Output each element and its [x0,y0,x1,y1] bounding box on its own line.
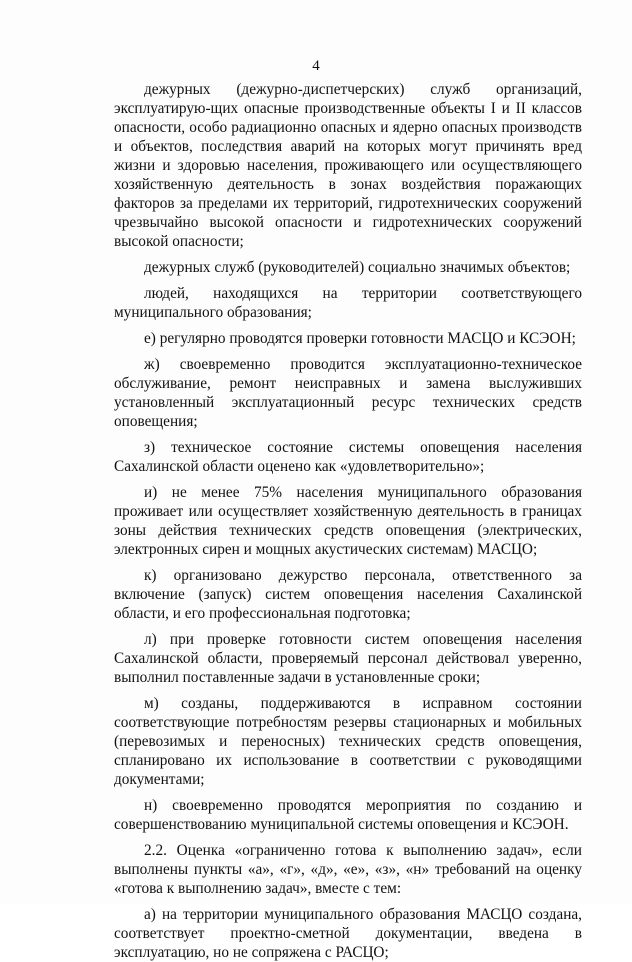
paragraph-item-k: к) организовано дежурство персонала, ответственного за включение (запуск) систем оповещения населения Сахалинской области, и его профессиональная подготовка; [114,567,582,622]
paragraph-item-zh: ж) своевременно проводится эксплуатационно-техническое обслуживание, ремонт неисправных и замена выслуживших установленный эксплуатационный ресурс технических средств оповещения; [114,356,582,430]
paragraph-people-territory: людей, находящихся на территории соответствующего муниципального образования; [114,285,582,321]
paragraph-dispatch-services: дежурных (дежурно-диспетчерских) служб организаций, эксплуатирую-щих опасные производственные объекты I и II классов опасности, особо радиационно опасных и ядерно опасных производств и объектов, последствия аварий на которых могут причинять вред жизни и здоровью населения, проживающего или осуществляющего хозяйственную деятельность в зонах воздействия поражающих факторов за пределами их территорий, гидротехнических сооружений чрезвычайно высокой опасности и гидротехнических сооружений высокой опасности; [114,81,582,250]
document-body [114,80,582,962]
paragraph-item-a: а) на территории муниципального образования МАСЦО создана, соответствует проектно-сметной документации, введена в эксплуатацию, но не сопряжена с РАСЦО; [114,906,582,961]
paragraph-item-l: л) при проверке готовности систем оповещения населения Сахалинской области, проверяемый персонал действовал уверенно, выполнил поставленные задачи в установленные сроки; [114,631,582,686]
paragraph-item-z: з) техническое состояние системы оповещения населения Сахалинской области оценено как «удовлетворительно»; [114,439,582,475]
paragraph-item-m: м) созданы, поддерживаются в исправном состоянии соответствующие потребностям резервы стационарных и мобильных (перевозимых и переносных) технических средств оповещения, спланировано их использование в соответствии с руководящими документами; [114,695,582,788]
paragraph-item-i: и) не менее 75% населения муниципального образования проживает или осуществляет хозяйственную деятельность в границах зоны действия технических средств оповещения (электрических, электронных сирен и мощных акустических системам) МАСЦО; [114,484,582,558]
paragraph-section-2-2: 2.2. Оценка «ограниченно готова к выполнению задач», если выполнены пункты «а», «г», «д», «е», «з», «н» требований на оценку «готова к выполнению задач», вместе с тем: [114,842,582,897]
page-number: 4 [312,58,320,74]
paragraph-item-e: е) регулярно проводятся проверки готовности МАСЦО и КСЭОН; [144,330,576,347]
paragraph-item-n: н) своевременно проводятся мероприятия по созданию и совершенствованию муниципальной системы оповещения и КСЭОН. [114,797,582,833]
paragraph-duty-services: дежурных служб (руководителей) социально значимых объектов; [144,259,571,276]
